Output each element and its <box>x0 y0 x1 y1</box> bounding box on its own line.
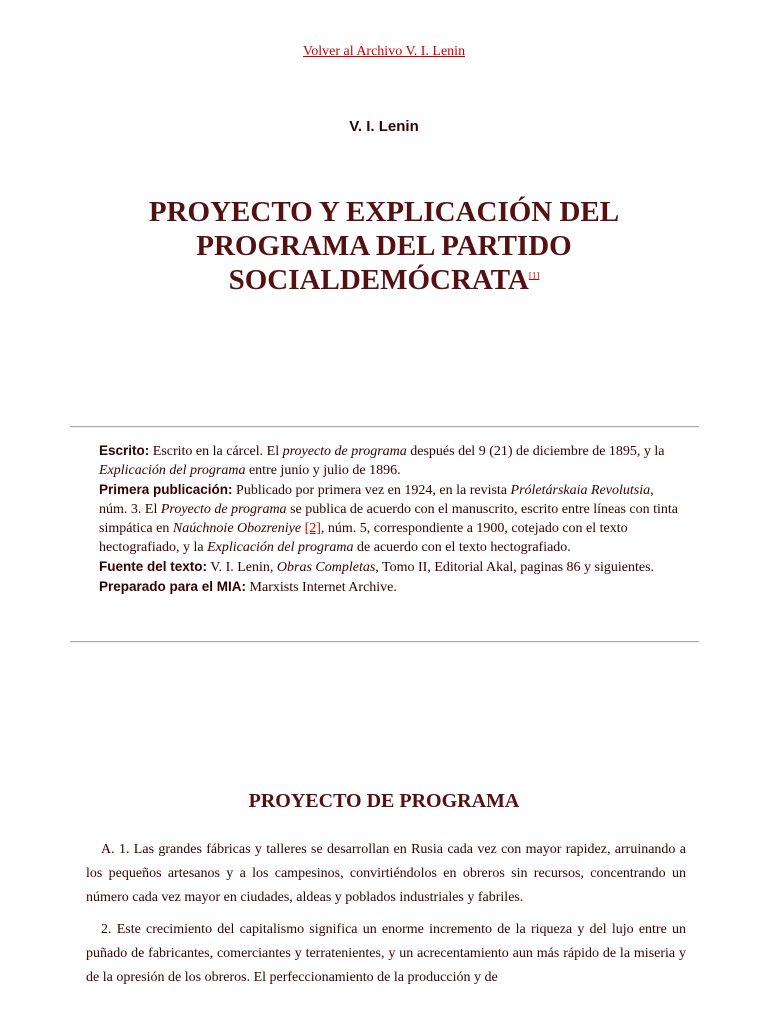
primera-italic: Explicación del programa <box>207 540 354 555</box>
info-bottom-divider <box>70 641 699 643</box>
escrito-text: Escrito en la cárcel. El <box>149 444 283 459</box>
paragraph-2: 2. Este crecimiento del capitalismo significa un enorme incremento de la riqueza y del lujo entre un puñado de fabricantes, comerciantes y terratenientes, y un acrecentamiento aun más rápido de la miseria y de la opresión de los obreros. El perfeccionamiento de la producción y de <box>86 922 686 985</box>
info-top-divider <box>70 426 699 428</box>
footnote-link-1[interactable]: [1] <box>528 270 540 281</box>
info-escrito <box>99 441 679 480</box>
fuente-italic: Obras Completas <box>276 560 376 575</box>
author-name: V. I. Lenin <box>349 118 419 135</box>
primera-text: , núm. 5, correspondiente a 1900, cotejado con el texto hectografiado, y la <box>99 521 628 555</box>
primera-text: se publica de acuerdo con el manuscrito, escrito entre líneas con tinta simpática en <box>99 502 679 536</box>
primera-italic: Naúchnoie Obozreniye <box>172 521 302 536</box>
escrito-label: Escrito: <box>99 443 150 458</box>
preparado-text: Marxists Internet Archive. <box>246 580 397 595</box>
primera-label: Primera publicación: <box>99 482 233 497</box>
preparado-label: Preparado para el MIA: <box>99 579 247 594</box>
fuente-text: , Tomo II, Editorial Akal, paginas 86 y siguientes. <box>375 560 655 575</box>
back-to-archive-row <box>0 44 768 60</box>
info-primera-publicacion <box>99 480 679 557</box>
document-title <box>84 195 684 297</box>
paragraph-1: A. 1. Las grandes fábricas y talleres se desarrollan en Rusia cada vez con mayor rapidez, arruinando a los pequeños artesanos y a los campesinos, convirtiéndolos en obreros sin recursos, concentrando un número cada vez mayor en ciudades, aldeas y poblados industriales y fabriles. <box>86 842 686 905</box>
back-to-archive-link[interactable]: Volver al Archivo V. I. Lenin <box>302 44 466 59</box>
fuente-label: Fuente del texto: <box>99 559 208 574</box>
fuente-text: V. I. Lenin, <box>207 560 277 575</box>
primera-text: , núm. 3. El <box>99 483 654 517</box>
title-footnote-sup <box>529 270 540 280</box>
document-title-text: PROYECTO Y EXPLICACIÓN DEL PROGRAMA DEL PARTIDO SOCIALDEMÓCRATA <box>148 196 620 296</box>
escrito-italic: proyecto de programa <box>282 444 407 459</box>
footnote-link-2[interactable]: [2] <box>304 521 321 536</box>
primera-italic: Proyecto de programa <box>160 502 287 517</box>
escrito-text: después del 9 (21) de diciembre de 1895, y la <box>406 444 665 459</box>
escrito-italic: Explicación del programa <box>99 463 246 478</box>
primera-italic: Próletárskaia Revolutsia <box>510 483 651 498</box>
info-fuente <box>99 557 679 577</box>
primera-text: Publicado por primera vez en 1924, en la revista <box>232 483 511 498</box>
info-preparado <box>99 577 679 597</box>
primera-text: de acuerdo con el texto hectografiado. <box>353 540 571 555</box>
escrito-text: entre junio y julio de 1896. <box>245 463 401 478</box>
section-heading: PROYECTO DE PROGRAMA <box>248 790 520 812</box>
info-block <box>99 441 679 597</box>
